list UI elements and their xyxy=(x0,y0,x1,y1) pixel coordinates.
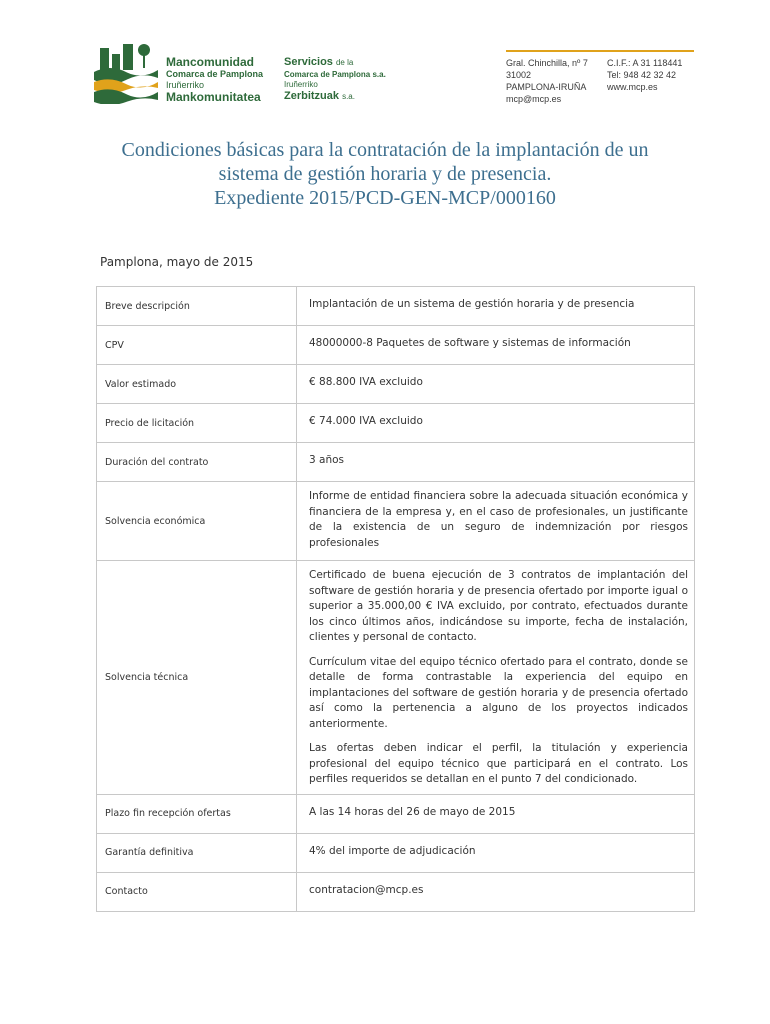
servicios-wordmark xyxy=(284,56,414,103)
date-line: Pamplona, mayo de 2015 xyxy=(100,255,254,269)
row-value-paragraph: contratacion@mcp.es xyxy=(309,883,424,896)
table-row xyxy=(97,560,694,794)
org1-line2: Comarca de Pamplona xyxy=(166,69,264,79)
org1-line4: Mankomunitatea xyxy=(166,90,261,104)
title-line-2: sistema de gestión horaria y de presencia. xyxy=(218,163,552,185)
title-line-3: Expediente 2015/PCD-GEN-MCP/000160 xyxy=(214,187,556,209)
row-label: Solvencia técnica xyxy=(97,561,297,794)
row-value-paragraph: 3 años xyxy=(309,454,345,466)
row-label: Duración del contrato xyxy=(97,443,297,481)
row-value-paragraph: Currículum vitae del equipo técnico ofertado para el contrato, donde se detalle de forma contrastable la experiencia del equipo en implantaciones del software de gestión horaria y de presencia ofertado así como la pertenencia a alguno de los proyectos indicados anteriormente. xyxy=(309,655,688,730)
row-value xyxy=(297,365,694,403)
contact-block xyxy=(506,57,706,105)
row-value-paragraph: A las 14 horas del 26 de mayo de 2015 xyxy=(309,805,516,818)
row-label: Solvencia económica xyxy=(97,482,297,560)
contact-address: Gral. Chinchilla, nº 7 xyxy=(506,58,588,68)
org2-line1-main: Servicios xyxy=(284,56,333,68)
row-value xyxy=(297,482,694,560)
contact-zip: 31002 xyxy=(506,70,532,80)
row-value xyxy=(297,873,694,911)
row-value-paragraph: Certificado de buena ejecución de 3 contratos de implantación del software de gestión horaria y de presencia ofertado por importe igual o superior a 35.000,00 € IVA excluido, por contrato, efectuados durante los cinco últimos años, indicándose su importe, fecha de instalación, clientes y personal de contacto. xyxy=(309,569,688,643)
table-row xyxy=(97,481,694,560)
row-label: Valor estimado xyxy=(97,365,297,403)
conditions-table xyxy=(96,286,695,912)
row-label: Garantía definitiva xyxy=(97,834,297,872)
title-line-1: Condiciones básicas para la contratación de la implantación de un xyxy=(121,139,649,161)
mancomunidad-wordmark xyxy=(166,56,276,104)
contact-divider xyxy=(506,50,694,52)
row-label: CPV xyxy=(97,326,297,364)
row-value-paragraph: € 88.800 IVA excluido xyxy=(309,376,423,388)
org2-line3: Iruñerriko xyxy=(284,80,318,89)
contact-city: PAMPLONA-IRUÑA xyxy=(506,82,587,92)
row-value-paragraph: 4% del importe de adjudicación xyxy=(309,844,476,857)
org2-line2: Comarca de Pamplona s.a. xyxy=(284,70,386,79)
row-value xyxy=(297,404,694,442)
org2-line1 xyxy=(284,56,414,69)
row-label: Breve descripción xyxy=(97,287,297,325)
table-row xyxy=(97,325,694,364)
row-value xyxy=(297,834,694,872)
contact-email[interactable]: mcp@mcp.es xyxy=(506,94,562,104)
row-value-paragraph: Informe de entidad financiera sobre la adecuada situación económica y financiera de la empresa y, en el caso de profesionales, un justificante de la existencia de un seguro de indemnización por riesgos profesionales xyxy=(309,490,688,549)
row-value-paragraph: € 74.000 IVA excluido xyxy=(309,415,423,427)
row-label: Contacto xyxy=(97,873,297,911)
row-value xyxy=(297,443,694,481)
table-row xyxy=(97,403,694,442)
contact-web[interactable]: www.mcp.es xyxy=(606,82,658,92)
row-value xyxy=(297,561,694,794)
table-row xyxy=(97,872,694,911)
org2-line1-small: de la xyxy=(335,58,354,67)
letterhead xyxy=(0,0,770,115)
org1-line3: Iruñerriko xyxy=(166,80,205,90)
row-value-paragraph: Las ofertas deben indicar el perfil, la titulación y experiencia profesional del equipo técnico que participará en el contrato. Los perfiles requeridos se detallan en el punto 7 del condicionado. xyxy=(309,742,688,785)
mancomunidad-logo-icon xyxy=(92,42,158,104)
row-label: Precio de licitación xyxy=(97,404,297,442)
org1-line1: Mancomunidad xyxy=(166,55,255,69)
org2-line4 xyxy=(284,90,414,103)
table-row xyxy=(97,442,694,481)
contact-tel: Tel: 948 42 32 42 xyxy=(606,70,677,80)
contact-cif: C.I.F.: A 31 118441 xyxy=(606,58,683,68)
org2-line4-small: s.a. xyxy=(342,92,355,101)
row-value xyxy=(297,287,694,325)
table-row xyxy=(97,794,694,833)
table-row xyxy=(97,364,694,403)
org2-line4-main: Zerbitzuak xyxy=(284,90,340,102)
row-value xyxy=(297,795,694,833)
page-title xyxy=(100,138,670,210)
row-label: Plazo fin recepción ofertas xyxy=(97,795,297,833)
row-value-paragraph: 48000000-8 Paquetes de software y sistemas de información xyxy=(309,337,631,349)
table-row xyxy=(97,833,694,872)
table-row xyxy=(97,287,694,325)
row-value xyxy=(297,326,694,364)
row-value-paragraph: Implantación de un sistema de gestión horaria y de presencia xyxy=(309,298,635,310)
